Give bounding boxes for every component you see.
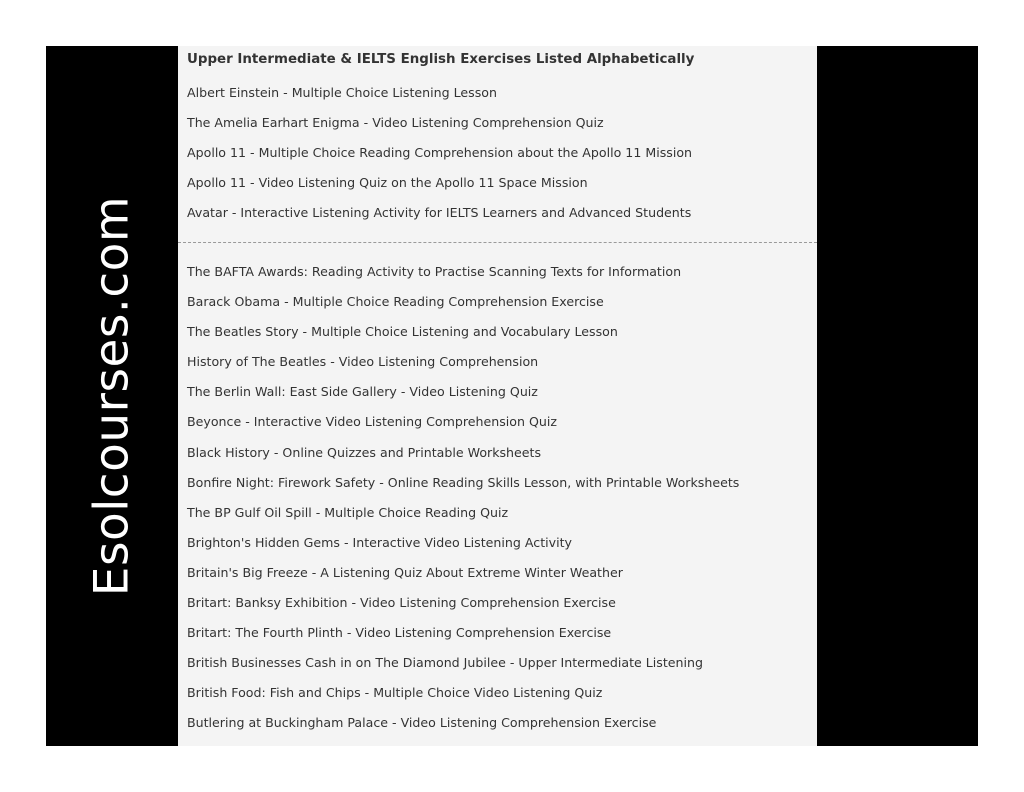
exercise-list-panel [178,46,817,746]
site-watermark-label: Esolcourses.com [84,195,140,597]
exercise-link[interactable]: Britain's Big Freeze - A Listening Quiz About Extreme Winter Weather [187,564,623,580]
exercise-link[interactable]: The Beatles Story - Multiple Choice Listening and Vocabulary Lesson [187,324,618,340]
exercise-link[interactable]: Avatar - Interactive Listening Activity for IELTS Learners and Advanced Students [187,205,692,221]
exercise-link[interactable]: History of The Beatles - Video Listening Comprehension [187,354,539,370]
exercise-link[interactable]: Black History - Online Quizzes and Printable Worksheets [187,444,542,460]
exercise-link[interactable]: British Food: Fish and Chips - Multiple Choice Video Listening Quiz [187,685,603,701]
side-label-area [46,46,178,746]
exercise-link[interactable]: Britart: The Fourth Plinth - Video Listening Comprehension Exercise [187,625,612,641]
exercise-link[interactable]: Albert Einstein - Multiple Choice Listening Lesson [187,85,497,100]
slide [46,46,978,746]
exercise-link[interactable]: Beyonce - Interactive Video Listening Comprehension Quiz [187,414,557,430]
exercise-link[interactable]: Butlering at Buckingham Palace - Video Listening Comprehension Exercise [187,715,657,731]
exercise-link[interactable]: Apollo 11 - Video Listening Quiz on the Apollo 11 Space Mission [187,175,588,191]
exercise-list-a [187,78,692,228]
dashed-divider [178,242,817,243]
exercise-link[interactable]: Apollo 11 - Multiple Choice Reading Comprehension about the Apollo 11 Mission [187,145,693,161]
exercise-link[interactable]: British Businesses Cash in on The Diamond Jubilee - Upper Intermediate Listening [187,655,704,671]
exercise-link[interactable]: Bonfire Night: Firework Safety - Online Reading Skills Lesson, with Printable Worksheets [187,474,740,490]
exercise-link[interactable]: Brighton's Hidden Gems - Interactive Video Listening Activity [187,534,572,550]
exercise-link[interactable]: The Amelia Earhart Enigma - Video Listening Comprehension Quiz [187,115,604,131]
exercise-link[interactable]: Britart: Banksy Exhibition - Video Listening Comprehension Exercise [187,595,616,611]
exercise-list-b [187,257,739,739]
exercise-link[interactable]: Barack Obama - Multiple Choice Reading Comprehension Exercise [187,294,604,310]
exercise-link[interactable]: The BP Gulf Oil Spill - Multiple Choice Reading Quiz [187,504,509,520]
exercise-link[interactable]: The Berlin Wall: East Side Gallery - Video Listening Quiz [187,384,538,400]
exercise-link[interactable]: The BAFTA Awards: Reading Activity to Practise Scanning Texts for Information [187,264,682,279]
panel-title: Upper Intermediate & IELTS English Exercises Listed Alphabetically [187,52,695,67]
